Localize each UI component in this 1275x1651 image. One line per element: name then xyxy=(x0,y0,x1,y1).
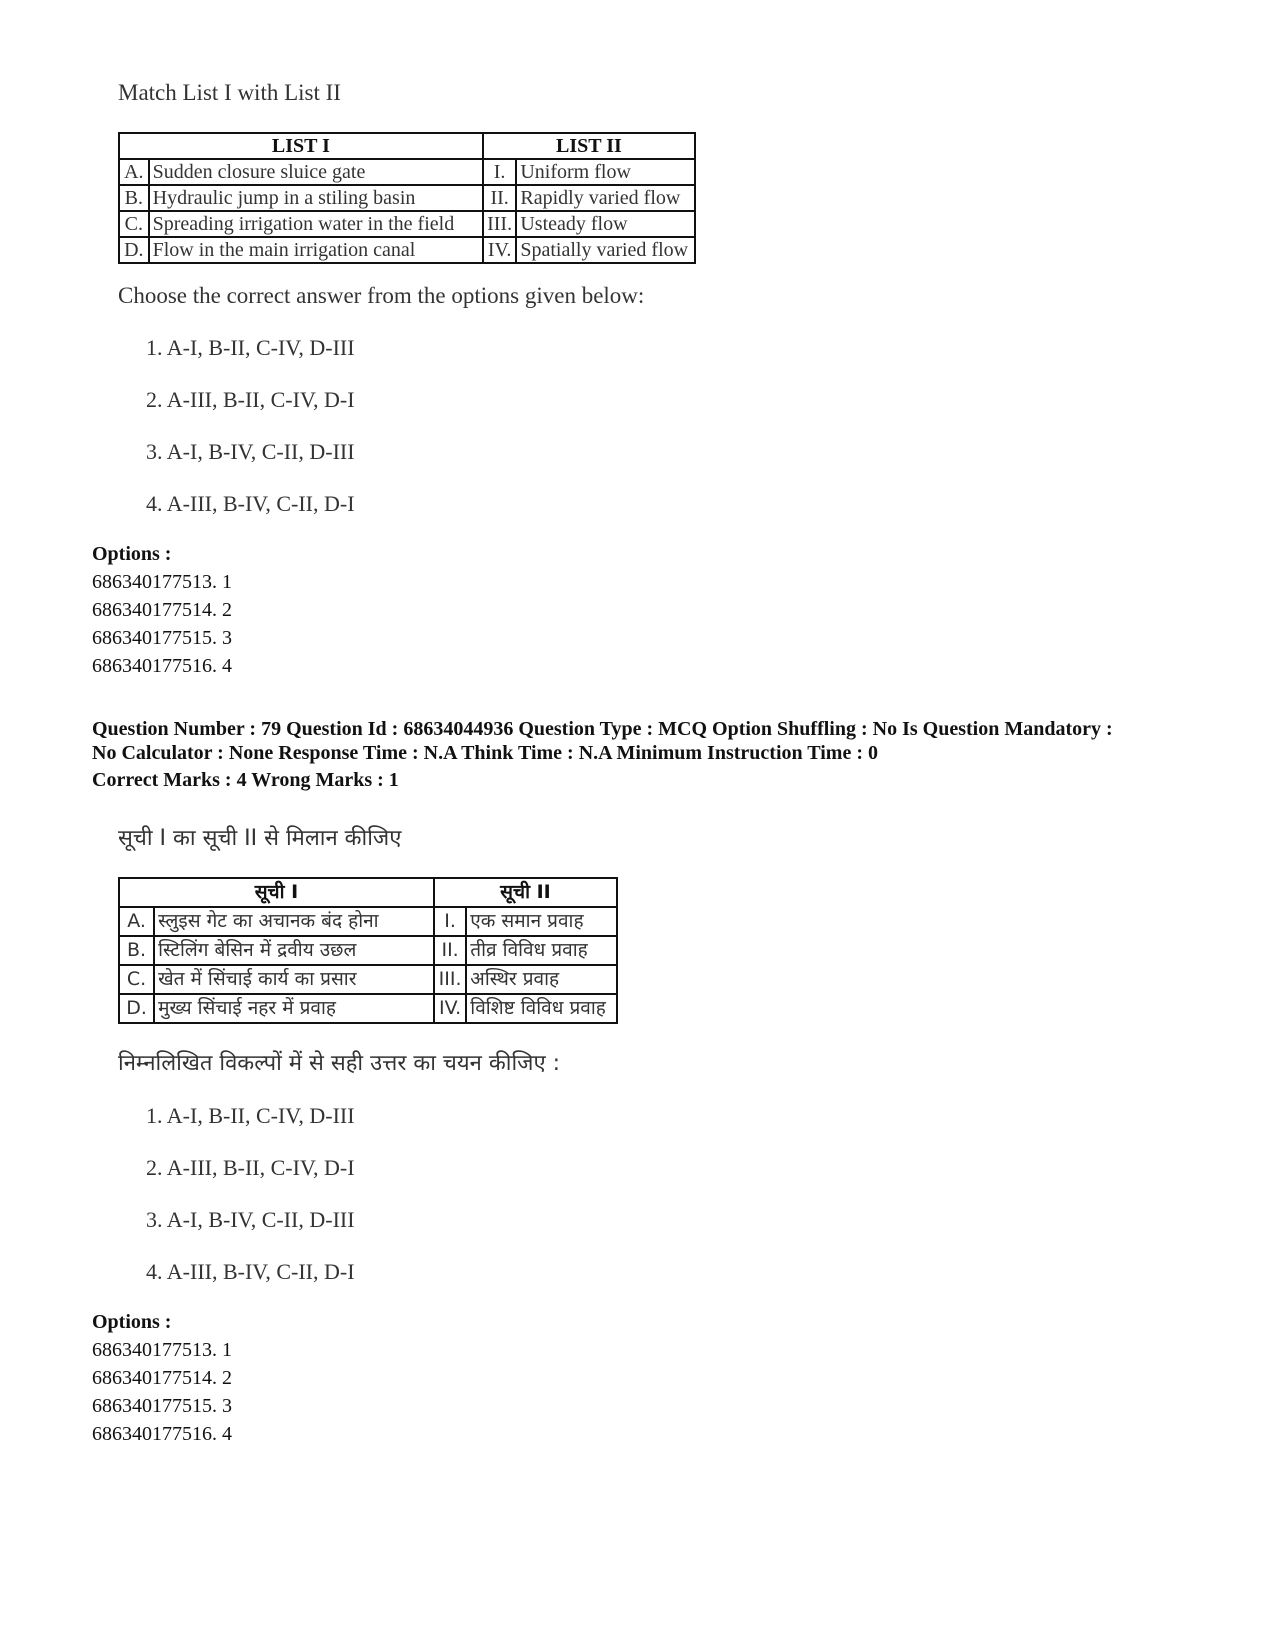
row-roman: II. xyxy=(434,936,466,965)
q78-choice-3: 3. A-I, B-IV, C-II, D-III xyxy=(146,439,355,464)
q78-choose-instruction: Choose the correct answer from the options given below: xyxy=(118,283,645,308)
row-letter: A. xyxy=(119,907,154,936)
row-letter: D. xyxy=(119,994,154,1023)
table-row xyxy=(119,237,695,263)
q78-match-table xyxy=(118,132,696,264)
list-1-header: LIST I xyxy=(119,133,483,159)
row-roman: IV. xyxy=(434,994,466,1023)
list-2-item: विशिष्ट विविध प्रवाह xyxy=(466,994,617,1023)
option-id-1: 686340177513. 1 xyxy=(92,1339,232,1361)
table-header-row xyxy=(119,878,617,907)
q79-meta-line-1: Question Number : 79 Question Id : 68634044936 Question Type : MCQ Option Shuffling : No Is Question Mandatory : xyxy=(92,718,1113,740)
list-1-item: स्टिलिंग बेसिन में द्रवीय उछल xyxy=(154,936,434,965)
q79-meta xyxy=(92,717,1202,765)
q79-prompt: सूची I का सूची II से मिलान कीजिए xyxy=(118,826,402,851)
row-roman: II. xyxy=(483,185,517,211)
option-id-1: 686340177513. 1 xyxy=(92,571,232,593)
table-row xyxy=(119,965,617,994)
q78-options-label: Options : xyxy=(92,543,172,565)
list-2-header: सूची II xyxy=(434,878,617,907)
q79-choice-1: 1. A-I, B-II, C-IV, D-III xyxy=(146,1103,355,1128)
row-letter: A. xyxy=(119,159,149,185)
q79-choice-2: 2. A-III, B-II, C-IV, D-I xyxy=(146,1155,355,1180)
list-2-item: Spatially varied flow xyxy=(516,237,695,263)
row-letter: B. xyxy=(119,185,149,211)
row-roman: I. xyxy=(483,159,517,185)
q79-choice-3: 3. A-I, B-IV, C-II, D-III xyxy=(146,1207,355,1232)
q79-options-list xyxy=(92,1336,232,1448)
option-id-3: 686340177515. 3 xyxy=(92,627,232,649)
list-2-item: तीव्र विविध प्रवाह xyxy=(466,936,617,965)
row-letter: C. xyxy=(119,211,149,237)
list-1-item: Sudden closure sluice gate xyxy=(149,159,483,185)
row-roman: IV. xyxy=(483,237,517,263)
list-1-item: स्लुइस गेट का अचानक बंद होना xyxy=(154,907,434,936)
q78-choice-4: 4. A-III, B-IV, C-II, D-I xyxy=(146,491,355,516)
row-roman: III. xyxy=(434,965,466,994)
list-2-item: Rapidly varied flow xyxy=(516,185,695,211)
list-2-header: LIST II xyxy=(483,133,695,159)
list-1-item: मुख्य सिंचाई नहर में प्रवाह xyxy=(154,994,434,1023)
q79-marks: Correct Marks : 4 Wrong Marks : 1 xyxy=(92,769,399,791)
option-id-2: 686340177514. 2 xyxy=(92,599,232,621)
q79-meta-line-2: No Calculator : None Response Time : N.A Think Time : N.A Minimum Instruction Time : 0 xyxy=(92,742,878,764)
q78-choice-2: 2. A-III, B-II, C-IV, D-I xyxy=(146,387,355,412)
table-row xyxy=(119,936,617,965)
table-row xyxy=(119,185,695,211)
q78-choice-1: 1. A-I, B-II, C-IV, D-III xyxy=(146,335,355,360)
table-row xyxy=(119,907,617,936)
table-row xyxy=(119,159,695,185)
table-row xyxy=(119,994,617,1023)
option-id-4: 686340177516. 4 xyxy=(92,1423,232,1445)
list-1-item: Flow in the main irrigation canal xyxy=(149,237,483,263)
row-letter: C. xyxy=(119,965,154,994)
option-id-3: 686340177515. 3 xyxy=(92,1395,232,1417)
list-2-item: एक समान प्रवाह xyxy=(466,907,617,936)
list-1-header: सूची I xyxy=(119,878,434,907)
option-id-4: 686340177516. 4 xyxy=(92,655,232,677)
q79-choose-instruction: निम्नलिखित विकल्पों में से सही उत्तर का चयन कीजिए : xyxy=(118,1051,561,1076)
list-2-item: अस्थिर प्रवाह xyxy=(466,965,617,994)
option-id-2: 686340177514. 2 xyxy=(92,1367,232,1389)
row-roman: III. xyxy=(483,211,517,237)
q79-options-label: Options : xyxy=(92,1311,172,1333)
list-1-item: खेत में सिंचाई कार्य का प्रसार xyxy=(154,965,434,994)
table-header-row xyxy=(119,133,695,159)
row-roman: I. xyxy=(434,907,466,936)
list-1-item: Hydraulic jump in a stiling basin xyxy=(149,185,483,211)
q78-options-list xyxy=(92,568,232,680)
list-2-item: Usteady flow xyxy=(516,211,695,237)
q78-prompt: Match List I with List II xyxy=(118,80,341,105)
table-row xyxy=(119,211,695,237)
row-letter: D. xyxy=(119,237,149,263)
q79-match-table xyxy=(118,877,618,1024)
list-2-item: Uniform flow xyxy=(516,159,695,185)
q79-choice-4: 4. A-III, B-IV, C-II, D-I xyxy=(146,1259,355,1284)
row-letter: B. xyxy=(119,936,154,965)
list-1-item: Spreading irrigation water in the field xyxy=(149,211,483,237)
